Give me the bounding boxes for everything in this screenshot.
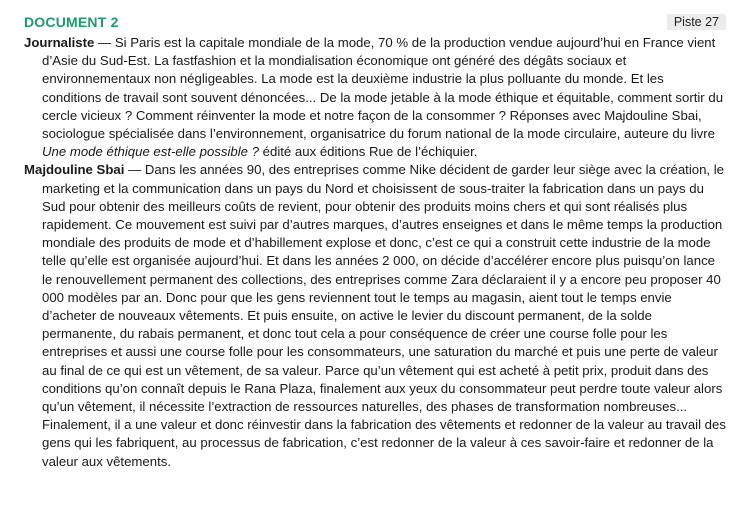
journalist-text-1: — Si Paris est la capitale mondiale de la mode, 70 % de la production vendue aujourd’hui en France vient d’Asie du Sud-Est. La fastfashion et la mondialisation économique ont généré des dégâts sociaux et environnementaux non négligeables. La mode est la deuxième industrie la plus polluante du monde. Et les conditions de travail sont souvent dénoncées... De la mode jetable à la mode éthique et équitable, comment sortir du cercle vicieux ? Comment réinventer la mode et notre façon de la consommer ? Réponses avec Majdouline Sbai, sociologue spécialisée dans l’environnement, organisatrice du forum national de la mode circulaire, auteure du livre [42, 35, 724, 142]
sbai-text: — Dans les années 90, des entreprises comme Nike décident de garder leur siège avec la création, le marketing et la communication dans un pays du Nord et choisissent de sous-traiter la fabrication dans un pays du Sud pour obtenir des meilleurs coûts de revient, pour obtenir des produits moins chers et qui sont réalisés plus rapidement. Ce mouvement est suivi par d’autres marques, d’autres enseignes et dans le même temps la production mondiale des produits de mode et d’habillement explose et donc, c’est ce qui a construit cette industrie de la mode telle qu’elle est organisée aujourd’hui. Et dans les années 2 000, on décide d’accélérer encore plus puisqu’on lance le renouvellement permanent des collections, des entreprises comme Zara déclaraient il y a encore peu proposer 40 000 modèles par an. Donc pour que les gens reviennent tout le temps au magasin, aient tout le temps envie d’acheter de nouveaux vêtements. Et puis ensuite, on active le levier du discount permanent, de la solde permanente, du rabais permanent, et donc tout cela a pour conséquence de créer une course folle pour les entreprises et aussi une course folle pour les consommateurs, une saturation du marché et puis une perte de valeur au final de ce qui est un vêtement, de sa valeur. Parce qu’un vêtement qui est acheté à petit prix, produit dans des conditions qu’on connaît depuis le Rana Plaza, finalement aux yeux du consommateur peut perdre toute valeur alors qu’un vêtement, il nécessite l’extraction de ressources naturelles, des phases de transformation nombreuses... Finalement, il a une valeur et donc réinvestir dans la fabrication des vêtements et redonner de la valeur au travail des gens qui les fabriquent, au processus de fabrication, c’est redonner de la valeur à ces savoir-faire et redonner de la valeur aux vêtements. [42, 162, 726, 469]
book-title: Une mode éthique est-elle possible ? [42, 144, 259, 160]
journalist-paragraph [24, 34, 726, 161]
speaker-sbai: Majdouline Sbai [24, 162, 125, 178]
document-title: DOCUMENT 2 [24, 14, 119, 30]
track-badge: Piste 27 [667, 14, 726, 30]
speaker-journalist: Journaliste [24, 35, 95, 50]
journalist-text-2: édité aux éditions Rue de l’échiquier. [259, 144, 478, 160]
sbai-paragraph [24, 161, 726, 470]
document-header [24, 12, 726, 32]
